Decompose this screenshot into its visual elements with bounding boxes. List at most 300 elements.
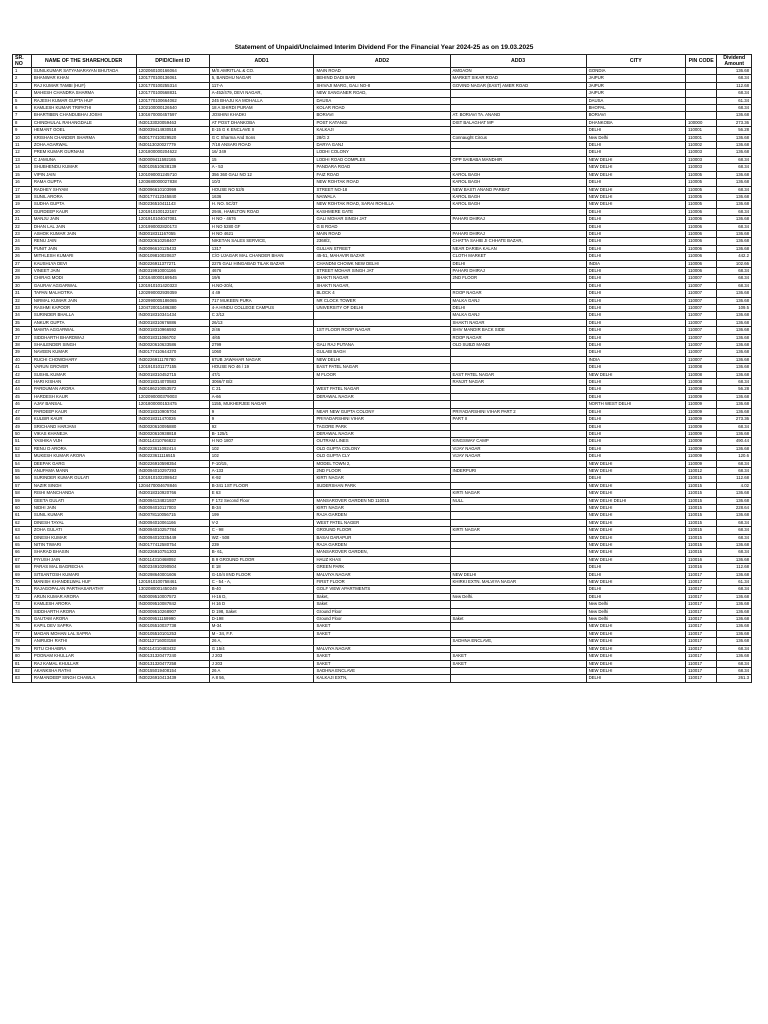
cell-city: DELHI [586, 364, 685, 371]
cell-add3 [450, 364, 586, 371]
cell-add1: E-15 G K ENCLAVE II [209, 127, 314, 134]
cell-city: DELHI [586, 445, 685, 452]
table-row [13, 490, 752, 497]
cell-dpid: IN30020610938818 [136, 430, 209, 437]
cell-pin [686, 97, 717, 104]
cell-sr: 18 [13, 193, 32, 200]
cell-sr: 28 [13, 267, 32, 274]
cell-sr: 58 [13, 490, 32, 497]
cell-sr: 64 [13, 534, 32, 541]
cell-add1: 26 A, [209, 638, 314, 645]
cell-add3: KAROL BAGH [450, 179, 586, 186]
cell-add1: F-10/15, [209, 460, 314, 467]
table-row [13, 475, 752, 482]
cell-sr: 15 [13, 171, 32, 178]
cell-add3 [450, 430, 586, 437]
table-row [13, 297, 752, 304]
cell-add2: NR CLOCK TOWER [314, 297, 450, 304]
cell-add1: 102 [209, 453, 314, 460]
cell-add2: NEAR NEW GUPTA COLONY [314, 408, 450, 415]
cell-name: MANJU JAIN [31, 216, 136, 223]
cell-pin: 110008 [686, 371, 717, 378]
cell-sr: 65 [13, 542, 32, 549]
cell-add2: NEW ROHTAK ROAD, SARAI ROHILLA [314, 201, 450, 208]
cell-add2: SAKET [314, 623, 450, 630]
cell-dpid: IN30020610258407 [136, 238, 209, 245]
table-row [13, 82, 752, 89]
cell-add1: HOUSE NO 52/5 [209, 186, 314, 193]
cell-sr: 80 [13, 653, 32, 660]
table-row [13, 349, 752, 356]
cell-add3 [450, 401, 586, 408]
cell-add1: B 9 GROUND FLOOR [209, 556, 314, 563]
cell-add1: 18 A SHIRDI PURAM [209, 105, 314, 112]
cell-city: DELHI [586, 593, 685, 600]
cell-sr: 83 [13, 675, 32, 682]
cell-add2: PRIYADARSHINI VIHAR [314, 416, 450, 423]
cell-dpid: IN30105510101253 [136, 630, 209, 637]
cell-name: BHANWAR KHAN [31, 75, 136, 82]
cell-city: NEW DELHI [586, 490, 685, 497]
cell-add2 [314, 379, 450, 386]
cell-add2: LODHI ROAD COMPLEX [314, 156, 450, 163]
cell-add3 [450, 393, 586, 400]
cell-pin: 110006 [686, 208, 717, 215]
cell-add2: RAJA GARDEN [314, 542, 450, 549]
cell-amount: 136.68 [717, 342, 752, 349]
header-dividend-label: Dividend [723, 55, 746, 61]
cell-amount: 136.68 [717, 393, 752, 400]
cell-city: DELHI [586, 312, 685, 319]
cell-add2: KOLAR ROAD [314, 105, 450, 112]
cell-amount: 136.68 [717, 601, 752, 608]
table-row [13, 393, 752, 400]
cell-add2: BORIAVI [314, 112, 450, 119]
cell-sr: 14 [13, 164, 32, 171]
cell-add2: DAUSA [314, 97, 450, 104]
cell-pin: 110005 [686, 193, 717, 200]
cell-amount: 136.68 [717, 179, 752, 186]
cell-city: DELHI [586, 238, 685, 245]
cell-dpid: IN30018314070583 [136, 379, 209, 386]
table-row [13, 630, 752, 637]
cell-add1: H NO - 4676 [209, 216, 314, 223]
cell-pin: 110006 [686, 238, 717, 245]
cell-sr: 38 [13, 342, 32, 349]
cell-pin: 110017 [686, 601, 717, 608]
table-row [13, 460, 752, 467]
table-row [13, 379, 752, 386]
cell-pin: 110008 [686, 386, 717, 393]
cell-pin: 110007 [686, 327, 717, 334]
cell-city: DELHI [586, 327, 685, 334]
cell-add2 [314, 312, 450, 319]
cell-add2: KIRTI NAGAR [314, 504, 450, 511]
cell-amount: 136.68 [717, 401, 752, 408]
table-row [13, 430, 752, 437]
cell-pin: 110017 [686, 630, 717, 637]
cell-add1: 15 [209, 156, 314, 163]
cell-add1: WZ - 508 [209, 534, 314, 541]
cell-sr: 54 [13, 460, 32, 467]
cell-amount: 68.34 [717, 75, 752, 82]
cell-city: DELHI [586, 216, 685, 223]
cell-city: DELHI [586, 408, 685, 415]
cell-name: ANUPAMA MANN [31, 467, 136, 474]
cell-city: NORTH WEST DELHI [586, 401, 685, 408]
cell-city: NEW DELHI [586, 549, 685, 556]
cell-pin: 110015 [686, 512, 717, 519]
cell-amount: 136.68 [717, 653, 752, 660]
cell-add1: 2275 GALI HINGABAD TILAK BAZAR [209, 260, 314, 267]
cell-dpid: IN30177410644370 [136, 349, 209, 356]
cell-name: RUCHI CHOWDHARY [31, 356, 136, 363]
cell-sr: 31 [13, 290, 32, 297]
cell-amount: 136.68 [717, 134, 752, 141]
cell-dpid: 1201640000169545 [136, 275, 209, 282]
cell-dpid: IN30039414930518 [136, 127, 209, 134]
table-row [13, 608, 752, 615]
cell-dpid: IN30186210053572 [136, 386, 209, 393]
table-row [13, 423, 752, 430]
cell-name: DHAN LAL JAIN [31, 223, 136, 230]
cell-dpid: 1201770100568831 [136, 90, 209, 97]
cell-amount: 136.68 [717, 297, 752, 304]
table-row [13, 542, 752, 549]
cell-city: DELHI [586, 430, 685, 437]
cell-add3 [450, 645, 586, 652]
cell-add3 [450, 630, 586, 637]
cell-add3: OPP SAIBABA MANDHIR [450, 156, 586, 163]
cell-dpid: IN30114310468092 [136, 556, 209, 563]
cell-name: HEMANT GOEL [31, 127, 136, 134]
table-row [13, 534, 752, 541]
cell-pin: 110003 [686, 149, 717, 156]
cell-name: ZOHA GULATI [31, 527, 136, 534]
cell-add1: 2799 [209, 342, 314, 349]
cell-dpid: 1202060100166064 [136, 68, 209, 75]
cell-add1: 4/65 [209, 334, 314, 341]
cell-dpid: IN30105510037738 [136, 623, 209, 630]
cell-add1: A 8 56, [209, 675, 314, 682]
cell-amount: 68.34 [717, 586, 752, 593]
cell-add1: 356 360 GALI NO 12 [209, 171, 314, 178]
cell-dpid: IN30009510087842 [136, 601, 209, 608]
cell-pin: 110005 [686, 179, 717, 186]
cell-add2: Saket, [314, 593, 450, 600]
cell-city: NEW DELHI [586, 579, 685, 586]
cell-add2: FAIZ ROAD [314, 171, 450, 178]
table-row [13, 134, 752, 141]
cell-pin: 110015 [686, 497, 717, 504]
cell-name: NIDHI JAIN [31, 504, 136, 511]
cell-add2: GULABI BAGH [314, 349, 450, 356]
cell-name: SUDHA GUPTA [31, 201, 136, 208]
cell-city: DELHI [586, 675, 685, 682]
cell-amount: 68.34 [717, 156, 752, 163]
cell-name: SUNILKUMAR SATYANARAYAN BHUTADA [31, 68, 136, 75]
cell-name: GEETA GULATI [31, 497, 136, 504]
table-row [13, 319, 752, 326]
cell-add2: SAKET [314, 660, 450, 667]
table-row [13, 105, 752, 112]
cell-amount: 68.34 [717, 223, 752, 230]
cell-amount: 136.68 [717, 571, 752, 578]
cell-dpid: IN30020610633586 [136, 342, 209, 349]
cell-amount: 136.68 [717, 149, 752, 156]
cell-sr: 56 [13, 475, 32, 482]
table-row [13, 356, 752, 363]
cell-dpid: IN30226911377271 [136, 260, 209, 267]
cell-add2: NAIWALA [314, 193, 450, 200]
table-row [13, 601, 752, 608]
cell-pin: 110017 [686, 579, 717, 586]
cell-add1: H NO 1807 [209, 438, 314, 445]
table-row [13, 68, 752, 75]
cell-sr: 41 [13, 364, 32, 371]
cell-add3 [450, 608, 586, 615]
cell-add2: RAJA GARDEN [314, 512, 450, 519]
cell-sr: 78 [13, 638, 32, 645]
cell-city: BORIAVI [586, 112, 685, 119]
cell-name: PARAS MAL BAGRECHA [31, 564, 136, 571]
cell-add3: KIRTI NAGAR [450, 490, 586, 497]
cell-add1: 4-A HINDU COLLEGE CAMPUS [209, 305, 314, 312]
cell-city: DELHI [586, 267, 685, 274]
cell-add1: B- 125/1 [209, 430, 314, 437]
cell-add1: 2/46 [209, 327, 314, 334]
cell-dpid: IN30018310920766 [136, 490, 209, 497]
cell-add2: MAIN ROAD [314, 230, 450, 237]
cell-name: SITSANTOSH KUMARI [31, 571, 136, 578]
table-row [13, 660, 752, 667]
cell-amount: 136.68 [717, 112, 752, 119]
cell-dpid: IN30114310766822 [136, 438, 209, 445]
cell-add3: Connaught Circus [450, 134, 586, 141]
cell-amount: 68.34 [717, 667, 752, 674]
cell-pin: 110009 [686, 438, 717, 445]
cell-add1: 9 [209, 416, 314, 423]
cell-add1: AT POST DHANKOBA [209, 119, 314, 126]
cell-dpid: IN30226910751303 [136, 549, 209, 556]
cell-dpid: 1201910100122167 [136, 208, 209, 215]
cell-pin: 110017 [686, 608, 717, 615]
header-name: NAME OF THE SHAREHOLDER [31, 55, 136, 68]
cell-pin [686, 68, 717, 75]
cell-sr: 27 [13, 260, 32, 267]
cell-name: VARUN GROVER [31, 364, 136, 371]
cell-add3: KAROL BAGH [450, 201, 586, 208]
cell-name: GURDEEP KAUR [31, 208, 136, 215]
cell-add3: AT. BORIAVI TA. ANAND [450, 112, 586, 119]
cell-city: DELHI [586, 275, 685, 282]
cell-add2: KALKAJI [314, 127, 450, 134]
cell-sr: 44 [13, 386, 32, 393]
cell-dpid: 1302080001450249 [136, 586, 209, 593]
cell-add3 [450, 519, 586, 526]
cell-sr: 12 [13, 149, 32, 156]
cell-add1: 9 [209, 408, 314, 415]
cell-add1: A-452/479, DEVI NAGAR, [209, 90, 314, 97]
cell-add1: NIKETAN SALES SERVICE, [209, 238, 314, 245]
cell-name: VIKAS KHANEJA [31, 430, 136, 437]
cell-city: NEW DELHI [586, 164, 685, 171]
cell-name: HARDESH KAUR [31, 393, 136, 400]
cell-add3 [450, 349, 586, 356]
cell-amount: 136.68 [717, 312, 752, 319]
cell-city: NEW DELHI DELHI [586, 497, 685, 504]
cell-city: DELHI [586, 334, 685, 341]
cell-pin: 110017 [686, 653, 717, 660]
cell-city: DELHI [586, 586, 685, 593]
cell-amount: 136.68 [717, 327, 752, 334]
cell-add1: 92 [209, 423, 314, 430]
cell-amount: 261.3 [717, 675, 752, 682]
cell-pin: 110017 [686, 638, 717, 645]
cell-add3: NEAR DARIBA KALAN [450, 245, 586, 252]
table-row [13, 675, 752, 682]
cell-amount: 68.34 [717, 423, 752, 430]
cell-add3: NULL [450, 497, 586, 504]
cell-pin: 110017 [686, 616, 717, 623]
cell-name: SIDDHARTH ARORA [31, 608, 136, 615]
cell-add3 [450, 564, 586, 571]
cell-pin: 110005 [686, 186, 717, 193]
cell-add1: D 198, Saket [209, 608, 314, 615]
cell-dpid: 1201770100136061 [136, 75, 209, 82]
cell-dpid: IN30236510411143 [136, 201, 209, 208]
cell-city: DELHI [586, 282, 685, 289]
cell-amount: 136.68 [717, 490, 752, 497]
cell-name: RAJESH KUMAR GUPTA HUF [31, 97, 136, 104]
cell-city: NEW DELHI [586, 186, 685, 193]
cell-city: INDIA [586, 356, 685, 363]
cell-name: BHARTIBEN CHANDUBHAI JOSHI [31, 112, 136, 119]
cell-add1: 5, BANDHU NAGAR [209, 75, 314, 82]
cell-city: NEW DELHI [586, 623, 685, 630]
cell-dpid: 1202990005186065 [136, 297, 209, 304]
table-row [13, 112, 752, 119]
cell-name: DEEPAK GARG [31, 460, 136, 467]
cell-add1: M-34 [209, 623, 314, 630]
cell-dpid: 1201770100664062 [136, 97, 209, 104]
header-sr [13, 55, 32, 68]
cell-amount: 68.34 [717, 208, 752, 215]
cell-name: ZOHA AGARWAL [31, 142, 136, 149]
cell-name: C JAMUNA [31, 156, 136, 163]
cell-dpid: 1202090000379003 [136, 393, 209, 400]
cell-sr: 6 [13, 105, 32, 112]
table-row [13, 156, 752, 163]
cell-sr: 3 [13, 82, 32, 89]
cell-add1: M/S AMRITLAL & CO. [209, 68, 314, 75]
cell-name: RAJAGOPALAN PARTHASARATHY [31, 586, 136, 593]
cell-name: MUKESH KUMAR ARORA [31, 453, 136, 460]
cell-city: New Delhi [586, 134, 685, 141]
header-amount-label: Amount [724, 61, 744, 67]
cell-city: DELHI [586, 423, 685, 430]
cell-pin: 110006 [686, 230, 717, 237]
cell-sr: 24 [13, 238, 32, 245]
cell-pin: 110015 [686, 527, 717, 534]
cell-add1: 1317 [209, 245, 314, 252]
cell-city: DELHI [586, 438, 685, 445]
cell-pin [686, 82, 717, 89]
cell-dpid: IN30133020059463 [136, 119, 209, 126]
cell-name: RADHEY SHYAM [31, 186, 136, 193]
cell-add3: KAROL BAGH [450, 193, 586, 200]
cell-dpid: IN30112716003158 [136, 638, 209, 645]
cell-city: DELHI [586, 297, 685, 304]
cell-add1: G-10/4 IIND FLOOR [209, 571, 314, 578]
cell-sr: 1 [13, 68, 32, 75]
cell-add1: H 16 D [209, 601, 314, 608]
cell-name: RENU JAIN [31, 238, 136, 245]
cell-name: MANISH KHANDELWAL HUF [31, 579, 136, 586]
cell-add3: DELHI [450, 260, 586, 267]
cell-sr: 32 [13, 297, 32, 304]
cell-pin: 110007 [686, 282, 717, 289]
cell-name: RISHI MANCHANDA [31, 490, 136, 497]
cell-pin: 110009 [686, 401, 717, 408]
cell-sr: 29 [13, 275, 32, 282]
cell-dpid: IN30009411592165 [136, 156, 209, 163]
cell-add2: WEST PATEL NAGAR [314, 386, 450, 393]
cell-city: DHANKOBA [586, 119, 685, 126]
cell-name: MAMTA AGGARWAL [31, 327, 136, 334]
cell-pin [686, 112, 717, 119]
cell-add2: PANDARA ROAD [314, 164, 450, 171]
table-row [13, 416, 752, 423]
cell-sr: 8 [13, 119, 32, 126]
cell-name: KAUSHLYA DEVI [31, 260, 136, 267]
cell-name: AJAY BANSAL [31, 401, 136, 408]
cell-add1: 4 49 [209, 290, 314, 297]
cell-pin: 110008 [686, 379, 717, 386]
table-row [13, 193, 752, 200]
cell-name: ANIRUDH RATHI [31, 638, 136, 645]
table-row [13, 305, 752, 312]
cell-dpid: IN30298640001606 [136, 571, 209, 578]
cell-sr: 30 [13, 282, 32, 289]
cell-city: DELHI [586, 208, 685, 215]
cell-add2: GALI RAJ PUTANA [314, 342, 450, 349]
cell-sr: 55 [13, 467, 32, 474]
cell-add3 [450, 601, 586, 608]
cell-add2 [314, 401, 450, 408]
cell-add2: M FLOOR [314, 371, 450, 378]
cell-sr: 74 [13, 608, 32, 615]
cell-pin [686, 90, 717, 97]
cell-name: KRISHAN CHANDER SHARMA [31, 134, 136, 141]
cell-dpid: IN30177412580754 [136, 542, 209, 549]
cell-sr: 19 [13, 201, 32, 208]
cell-amount: 490.44 [717, 438, 752, 445]
cell-add1: C - 54 - A, [209, 579, 314, 586]
cell-pin: 110015 [686, 542, 717, 549]
cell-add3 [450, 542, 586, 549]
cell-sr: 57 [13, 482, 32, 489]
cell-pin: 110016 [686, 564, 717, 571]
cell-dpid: 1201090001245710 [136, 171, 209, 178]
cell-add2: FIRST FLOOR [314, 579, 450, 586]
cell-dpid: IN30226910598354 [136, 460, 209, 467]
cell-dpid: IN30018311470026 [136, 416, 209, 423]
cell-add3: KIRTI NAGAR [450, 527, 586, 534]
cell-amount: 68.34 [717, 105, 752, 112]
cell-add3 [450, 356, 586, 363]
cell-pin: 100000 [686, 119, 717, 126]
